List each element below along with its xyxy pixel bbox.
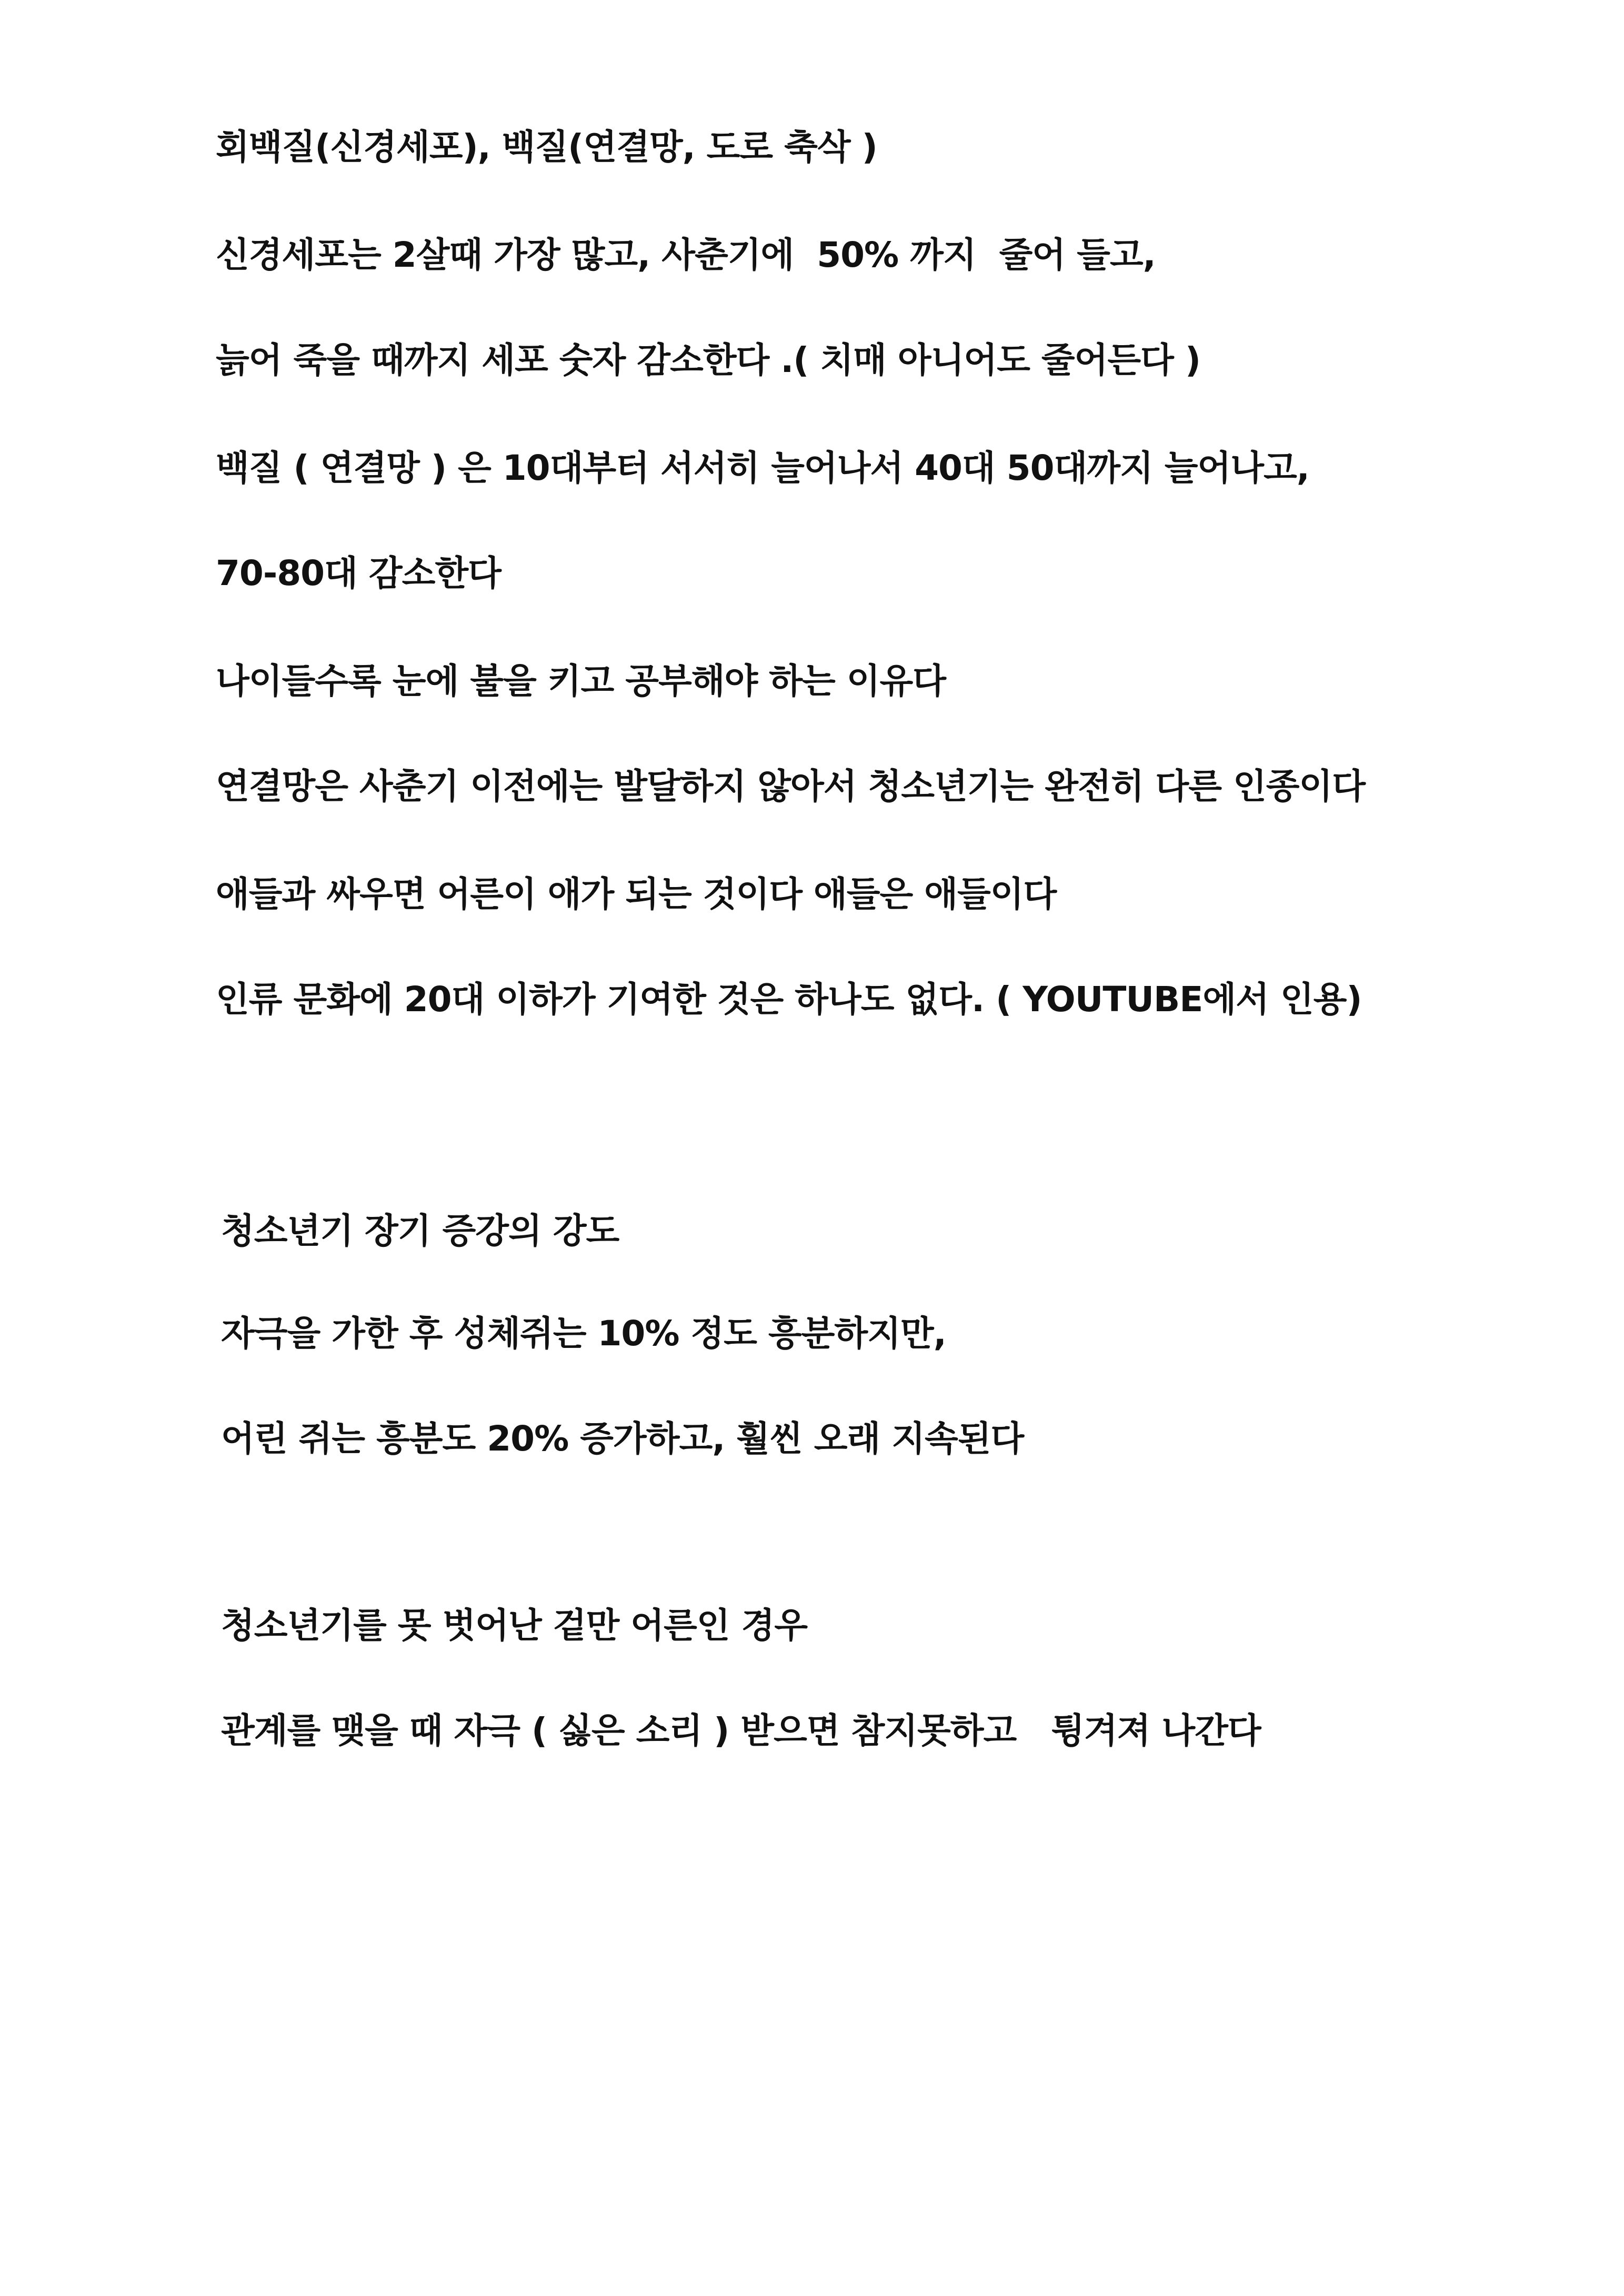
text-line: 70-80대 감소한다	[216, 553, 501, 593]
section-heading: 청소년기 장기 증강의 강도	[221, 1211, 619, 1251]
text-line: 자극을 가한 후 성체쥐는 10% 정도 흥분하지만,	[221, 1313, 946, 1354]
text-line: 회백질(신경세포), 백질(연결망, 도로 축삭 )	[216, 127, 877, 167]
text-line: 관계를 맺을 때 자극 ( 싫은 소리 ) 받으면 참지못하고 튕겨져 나간다	[221, 1710, 1261, 1751]
section-heading: 청소년기를 못 벗어난 겉만 어른인 경우	[221, 1605, 807, 1646]
text-line: 신경세포는 2살때 가장 많고, 사춘기에 50% 까지 줄어 들고,	[216, 235, 1156, 275]
text-line: 백질 ( 연결망 ) 은 10대부터 서서히 늘어나서 40대 50대까지 늘어나고,	[216, 448, 1309, 488]
text-line: 연결망은 사춘기 이전에는 발달하지 않아서 청소년기는 완전히 다른 인종이다	[216, 766, 1366, 807]
text-line: 인류 문화에 20대 이하가 기여한 것은 하나도 없다. ( YOUTUBE에서 인용)	[216, 979, 1362, 1020]
text-line: 나이들수록 눈에 불을 키고 공부해야 하는 이유다	[216, 661, 946, 701]
text-line: 어린 쥐는 흥분도 20% 증가하고, 훨씬 오래 지속된다	[221, 1418, 1024, 1459]
text-line: 늙어 죽을 때까지 세포 숫자 감소한다 .( 치매 아니어도 줄어든다 )	[216, 340, 1201, 380]
text-line: 애들과 싸우면 어른이 애가 되는 것이다 애들은 애들이다	[216, 874, 1057, 914]
